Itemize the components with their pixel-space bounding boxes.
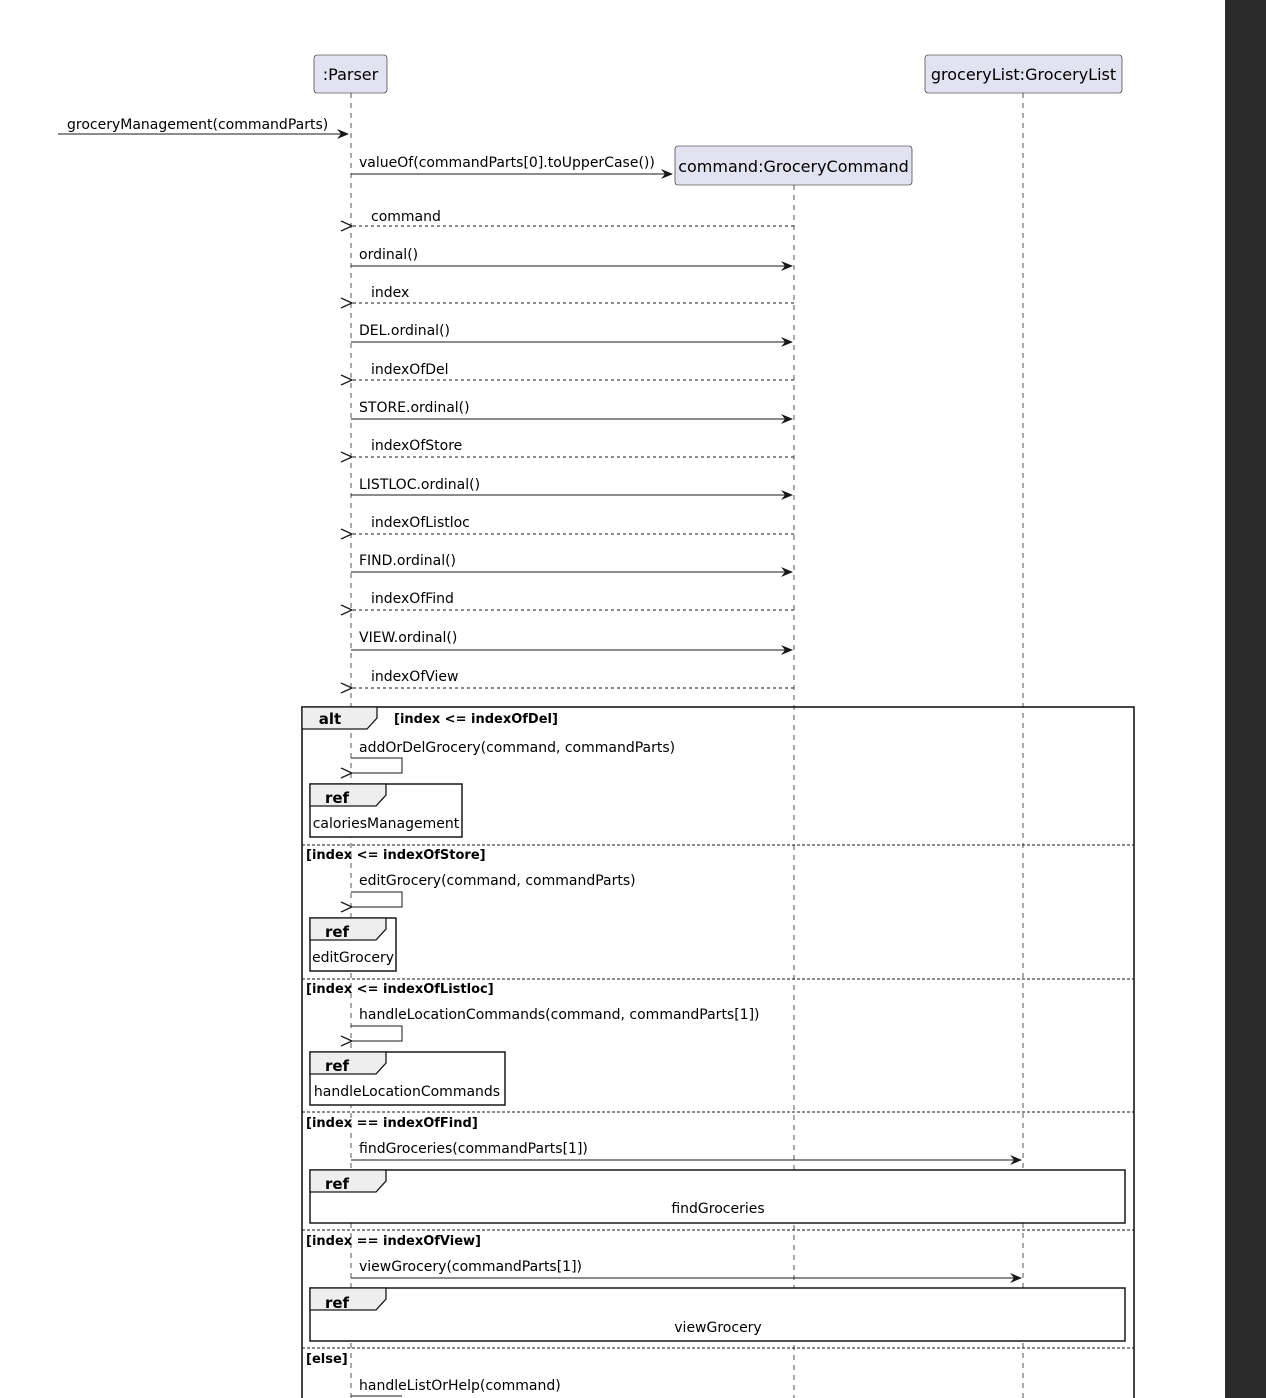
return-index-of-listloc <box>352 515 794 534</box>
guard-view: [index == indexOfView] <box>306 1234 481 1249</box>
guard-store: [index <= indexOfStore] <box>306 848 486 863</box>
ref-keyword-location: ref <box>324 1057 350 1075</box>
return-index-of-view-label: indexOfView <box>371 669 459 685</box>
call-handle-list-or-help: handleListOrHelp(command) <box>359 1378 561 1394</box>
message-store-ordinal-label: STORE.ordinal() <box>359 400 470 416</box>
ref-keyword-find: ref <box>324 1175 350 1193</box>
participant-grocery-list[interactable] <box>925 55 1122 93</box>
return-index-of-view <box>352 669 794 688</box>
participant-parser[interactable] <box>314 55 387 93</box>
self-call-edit <box>351 892 402 907</box>
participant-parser-label: :Parser <box>322 65 379 84</box>
return-command-label: command <box>371 209 441 225</box>
message-store-ordinal <box>351 400 792 419</box>
self-call-add-or-del <box>351 758 402 773</box>
return-index-label: index <box>371 285 410 301</box>
participant-command[interactable] <box>675 146 912 185</box>
call-handle-location-commands: handleLocationCommands(command, commandParts[1]) <box>359 1007 760 1023</box>
guard-else: [else] <box>306 1352 348 1367</box>
ref-view-label: viewGrocery <box>674 1320 762 1336</box>
viewer-scroll-panel <box>1225 0 1266 1398</box>
ref-edit-label: editGrocery <box>311 950 395 966</box>
call-view-grocery: viewGrocery(commandParts[1]) <box>359 1259 583 1275</box>
message-find-ordinal <box>351 553 792 572</box>
message-ordinal <box>351 247 792 266</box>
return-command <box>352 209 794 226</box>
guard-listloc: [index <= indexOfListloc] <box>306 982 494 997</box>
return-index-of-del <box>352 362 794 380</box>
message-del-ordinal <box>351 323 792 342</box>
ref-calories-label: caloriesManagement <box>312 816 460 832</box>
message-grocery-management-label: groceryManagement(commandParts) <box>67 117 329 133</box>
ref-handle-location-commands[interactable] <box>310 1052 505 1105</box>
participant-command-label: command:GroceryCommand <box>678 157 909 176</box>
return-index-of-find-label: indexOfFind <box>371 591 454 607</box>
message-ordinal-label: ordinal() <box>359 247 419 263</box>
message-del-ordinal-label: DEL.ordinal() <box>359 323 450 339</box>
ref-calories-management[interactable] <box>310 784 462 837</box>
return-index-of-find <box>352 591 794 610</box>
ref-view-grocery[interactable] <box>310 1288 1125 1341</box>
message-view-ordinal <box>351 630 792 650</box>
participant-grocery-list-label: groceryList:GroceryList <box>930 65 1117 84</box>
ref-find-groceries[interactable] <box>310 1170 1125 1223</box>
message-listloc-ordinal-label: LISTLOC.ordinal() <box>359 477 481 493</box>
ref-keyword-view: ref <box>324 1294 350 1312</box>
ref-find-label: findGroceries <box>671 1201 765 1217</box>
ref-edit-grocery[interactable] <box>310 918 396 971</box>
message-view-ordinal-label: VIEW.ordinal() <box>359 630 458 646</box>
return-index <box>352 285 794 303</box>
call-add-or-del-grocery: addOrDelGrocery(command, commandParts) <box>359 740 676 756</box>
return-index-of-store-label: indexOfStore <box>371 438 463 454</box>
message-value-of <box>351 155 672 174</box>
return-index-of-del-label: indexOfDel <box>371 362 449 378</box>
ref-location-label: handleLocationCommands <box>313 1084 501 1100</box>
self-call-location <box>351 1026 402 1041</box>
alt-keyword: alt <box>318 710 342 728</box>
return-index-of-listloc-label: indexOfListloc <box>371 515 470 531</box>
alt-fragment <box>302 707 1134 1398</box>
message-listloc-ordinal <box>351 477 792 495</box>
ref-keyword-calories: ref <box>324 789 350 807</box>
call-edit-grocery: editGrocery(command, commandParts) <box>359 873 636 889</box>
call-find-groceries: findGroceries(commandParts[1]) <box>359 1141 588 1157</box>
message-value-of-label: valueOf(commandParts[0].toUpperCase()) <box>359 155 655 171</box>
guard-find: [index == indexOfFind] <box>306 1116 478 1131</box>
message-find-ordinal-label: FIND.ordinal() <box>359 553 457 569</box>
ref-keyword-edit: ref <box>324 923 350 941</box>
message-grocery-management <box>58 117 348 134</box>
guard-del: [index <= indexOfDel] <box>394 712 558 727</box>
return-index-of-store <box>352 438 794 457</box>
